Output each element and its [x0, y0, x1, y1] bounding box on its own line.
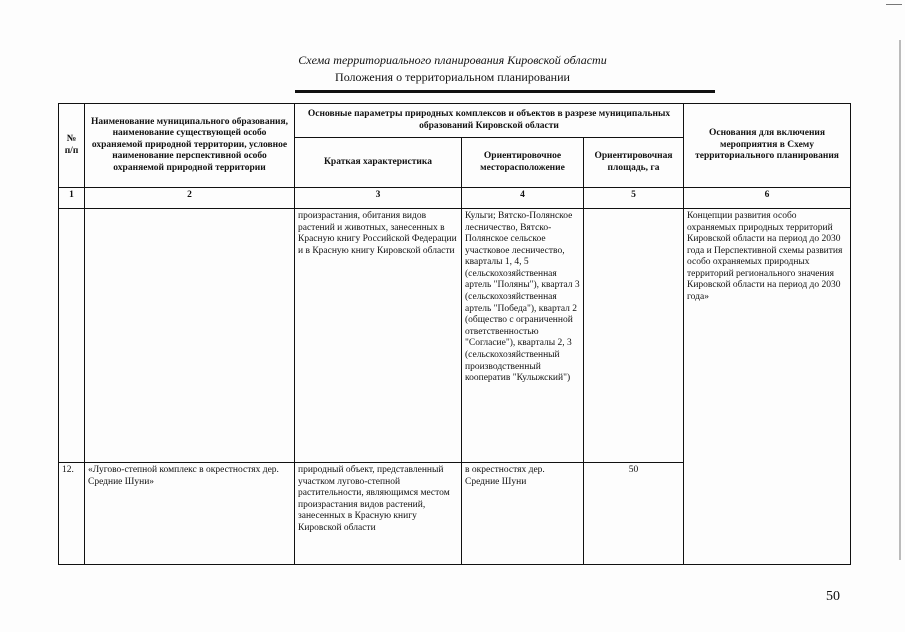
header-rule: [295, 90, 715, 93]
column-number: 1: [59, 188, 85, 209]
header-name: Наименование муниципального образования, наименование существующей особо охраняемой природной территории, условное наименование перспективной особо охраняемой природной территории: [85, 104, 295, 188]
header-params-group: Основные параметры природных комплексов и объектов в разрезе муниципальных образований Кировской области: [295, 104, 684, 138]
cell-area: [584, 209, 684, 463]
cell-num: [59, 209, 85, 463]
column-numbers-row: [59, 188, 851, 209]
cell-location: в окрестностях дер. Средние Шуни: [462, 463, 584, 565]
header-area: Ориентировочная площадь, га: [584, 138, 684, 188]
column-number: 3: [295, 188, 462, 209]
page-edge-shadow: [899, 40, 901, 560]
cell-grounds: Концепции развития особо охраняемых природных территорий Кировской области на период до 2030 года и Перспективной схемы развития особо охраняемых природных территорий регионального значения Кировской области на период до 2030 года»: [684, 209, 851, 565]
column-number: 5: [584, 188, 684, 209]
document-subtitle: Положения о территориальном планировании: [335, 70, 570, 84]
cell-brief: произрастания, обитания видов растений и животных, занесенных в Красную книгу Российской Федерации и в Красную книгу Кировской области: [295, 209, 462, 463]
territory-table: [58, 103, 851, 565]
cell-num: 12.: [59, 463, 85, 565]
header-num: № п/п: [59, 104, 85, 188]
cell-brief: природный объект, представленный участком лугово-степной растительности, являющимся местом произрастания видов растений, занесенных в Красную книгу Кировской области: [295, 463, 462, 565]
column-number: 2: [85, 188, 295, 209]
cell-location: Кульги; Вятско-Полянское лесничество, Вятско-Полянское сельское участковое лесничество, кварталы 1, 4, 5 (сельскохозяйственная артель "Поляны"), квартал 3 (сельскохозяйственная артель "Победа"), квартал 2 (общество с ограниченной ответственностью "Согласие"), кварталы 2, 3 (сельскохозяйственный производственный кооператив "Кулыжский"): [462, 209, 584, 463]
page-number: 50: [826, 589, 840, 604]
column-number: 4: [462, 188, 584, 209]
document-title: Схема территориального планирования Кировской области: [298, 53, 607, 67]
cell-name: [85, 209, 295, 463]
table-row: [59, 209, 851, 463]
corner-mark: [886, 4, 902, 5]
header-brief: Краткая характеристика: [295, 138, 462, 188]
column-number: 6: [684, 188, 851, 209]
header-location: Ориентировочное месторасположение: [462, 138, 584, 188]
cell-area: 50: [584, 463, 684, 565]
header-grounds: Основания для включения мероприятия в Схему территориального планирования: [684, 104, 851, 188]
cell-name: «Лугово-степной комплекс в окрестностях дер. Средние Шуни»: [85, 463, 295, 565]
